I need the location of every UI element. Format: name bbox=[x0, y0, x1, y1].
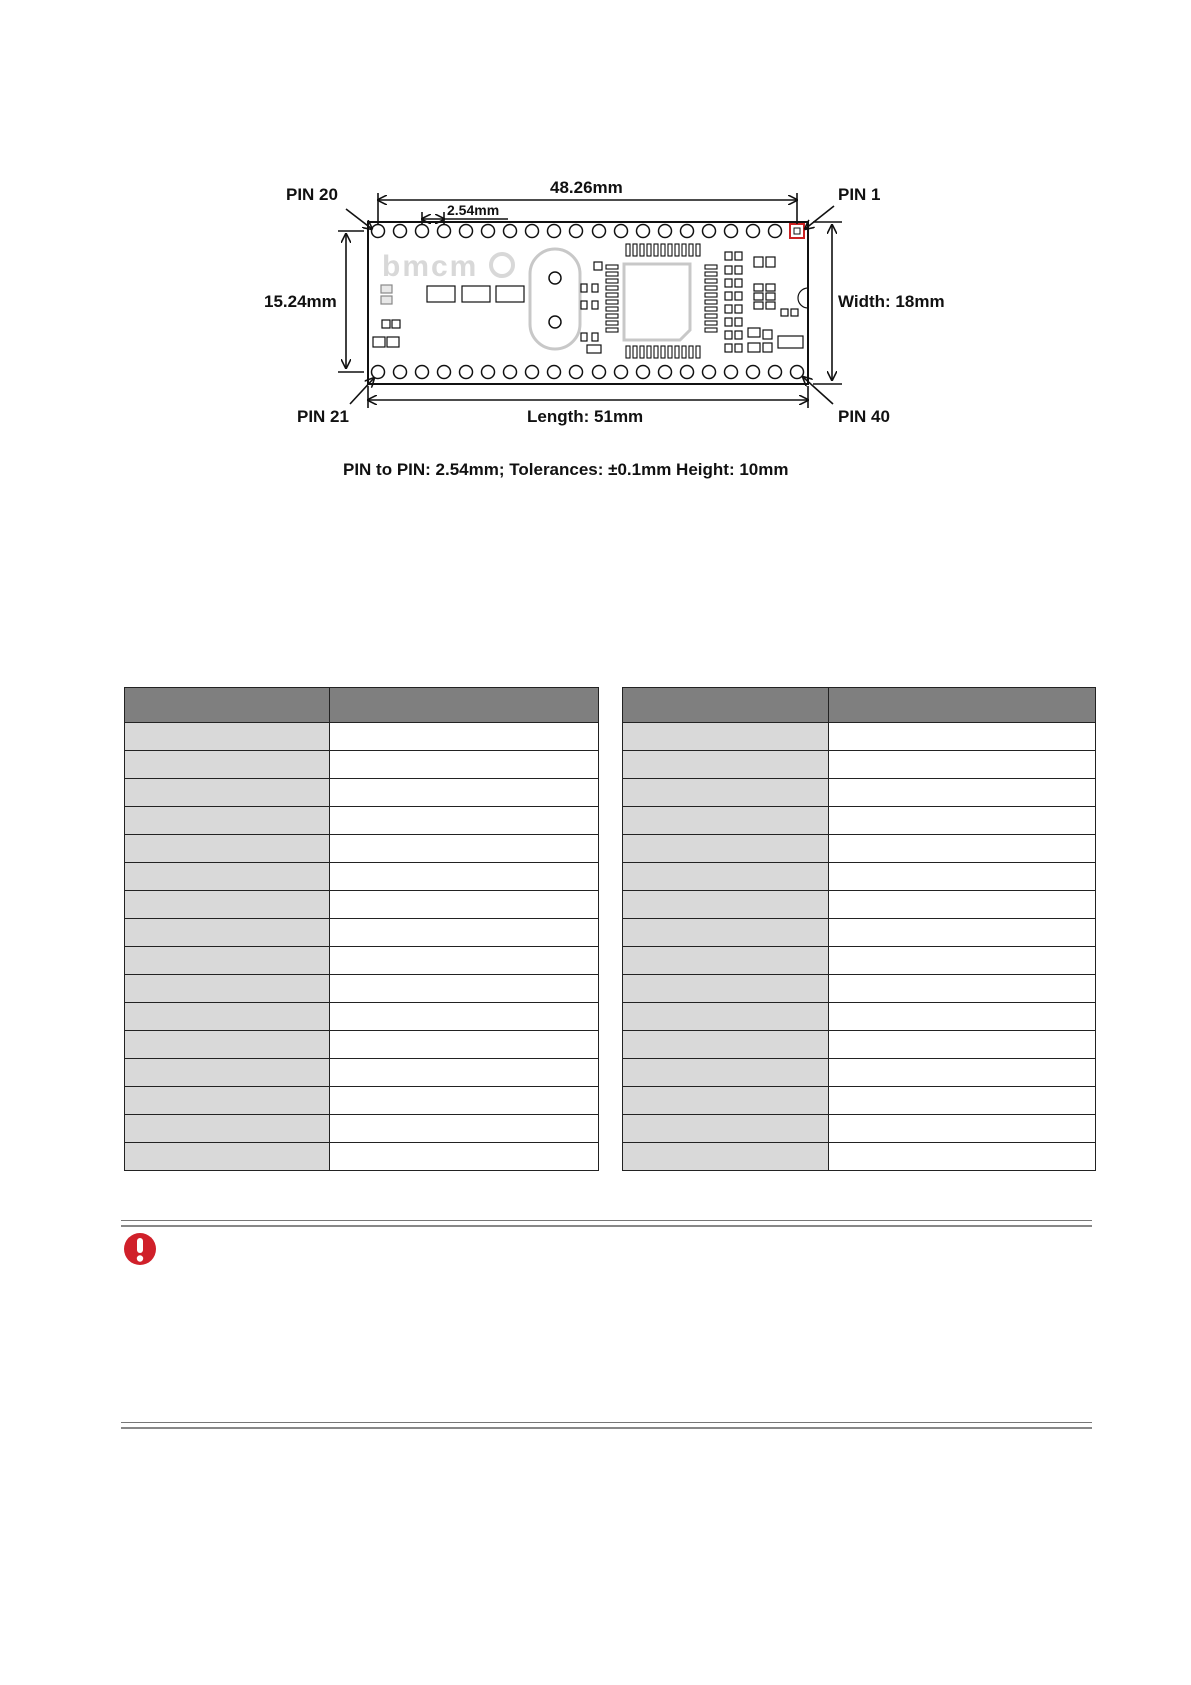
table-row bbox=[125, 1059, 599, 1087]
pin-function-cell bbox=[829, 779, 1096, 807]
label-pin1: PIN 1 bbox=[838, 185, 881, 204]
pin-function-cell bbox=[330, 975, 599, 1003]
table-row bbox=[623, 1059, 1096, 1087]
pin-function-cell bbox=[330, 779, 599, 807]
table-row bbox=[623, 1031, 1096, 1059]
pin-function-cell bbox=[330, 947, 599, 975]
table-row bbox=[125, 1143, 599, 1171]
label-length: Length: 51mm bbox=[527, 407, 644, 426]
pin-name-cell bbox=[623, 779, 829, 807]
pin-function-cell bbox=[829, 863, 1096, 891]
pin-function-cell bbox=[330, 891, 599, 919]
table-row bbox=[125, 779, 599, 807]
pin-name-cell bbox=[125, 1143, 330, 1171]
table-row bbox=[125, 1003, 599, 1031]
pin-name-cell bbox=[125, 1115, 330, 1143]
table-row bbox=[623, 919, 1096, 947]
pin-function-cell bbox=[829, 1003, 1096, 1031]
chip-body bbox=[624, 264, 690, 340]
pin-name-cell bbox=[125, 975, 330, 1003]
chip-pins-top bbox=[626, 244, 700, 256]
crystal-pad-top bbox=[549, 272, 561, 284]
pin-name-cell bbox=[125, 1031, 330, 1059]
pin-name-cell bbox=[623, 1003, 829, 1031]
table-row bbox=[623, 779, 1096, 807]
pin-name-cell bbox=[623, 1059, 829, 1087]
table-row bbox=[623, 863, 1096, 891]
pin-function-cell bbox=[829, 807, 1096, 835]
table-row bbox=[125, 1031, 599, 1059]
pin-function-cell bbox=[829, 891, 1096, 919]
table-row bbox=[623, 947, 1096, 975]
pin-function-cell bbox=[330, 835, 599, 863]
table-row bbox=[623, 1003, 1096, 1031]
pin-function-cell bbox=[330, 1115, 599, 1143]
table-row bbox=[125, 751, 599, 779]
pin-function-cell bbox=[829, 919, 1096, 947]
label-width: Width: 18mm bbox=[838, 292, 945, 311]
table-row bbox=[623, 891, 1096, 919]
label-pin20: PIN 20 bbox=[286, 185, 338, 204]
pin-name-cell bbox=[623, 807, 829, 835]
pin-name-cell bbox=[125, 779, 330, 807]
pin-name-cell bbox=[623, 947, 829, 975]
pin-function-cell bbox=[330, 807, 599, 835]
pin-name-cell bbox=[623, 919, 829, 947]
pin-name-cell bbox=[623, 723, 829, 751]
exclamation-icon bbox=[123, 1232, 157, 1266]
table-row bbox=[623, 751, 1096, 779]
crystal-oscillator bbox=[530, 249, 580, 349]
pin-function-cell bbox=[829, 723, 1096, 751]
pin-name-cell bbox=[623, 863, 829, 891]
label-span: 48.26mm bbox=[550, 178, 623, 197]
notice-top-rule bbox=[121, 1220, 1092, 1227]
pin-name-cell bbox=[623, 891, 829, 919]
table-row bbox=[125, 1087, 599, 1115]
pin-assignment-table-right bbox=[622, 687, 1096, 1171]
table-row bbox=[623, 1087, 1096, 1115]
table-row bbox=[125, 975, 599, 1003]
pin-function-cell bbox=[330, 1003, 599, 1031]
table-row bbox=[623, 723, 1096, 751]
notice-bottom-rule bbox=[121, 1422, 1092, 1429]
module-dimension-drawing bbox=[0, 0, 1191, 500]
pin-name-cell bbox=[125, 947, 330, 975]
pin-name-cell bbox=[623, 1031, 829, 1059]
table-row bbox=[125, 919, 599, 947]
table-row bbox=[623, 1143, 1096, 1171]
pin-function-cell bbox=[330, 723, 599, 751]
pin-name-cell bbox=[623, 1143, 829, 1171]
pin-function-cell bbox=[829, 947, 1096, 975]
table-row bbox=[125, 723, 599, 751]
table-header-row bbox=[623, 688, 1096, 723]
pin-name-cell bbox=[623, 751, 829, 779]
pin-function-cell bbox=[330, 919, 599, 947]
pin-function-cell bbox=[829, 1087, 1096, 1115]
crystal-pad-bottom bbox=[549, 316, 561, 328]
pin-name-cell bbox=[125, 723, 330, 751]
pin-name-cell bbox=[623, 1087, 829, 1115]
table-row bbox=[623, 975, 1096, 1003]
pin-function-cell bbox=[829, 751, 1096, 779]
pin20-leader bbox=[346, 209, 372, 229]
pin-name-cell bbox=[125, 919, 330, 947]
pin-function-cell bbox=[829, 835, 1096, 863]
pin-name-cell bbox=[125, 1059, 330, 1087]
table-row bbox=[125, 863, 599, 891]
pin-function-cell bbox=[330, 1031, 599, 1059]
pin-function-cell bbox=[829, 1031, 1096, 1059]
pin-function-cell bbox=[829, 1143, 1096, 1171]
pin-name-cell bbox=[125, 1003, 330, 1031]
pin-name-cell bbox=[623, 975, 829, 1003]
board-outline bbox=[368, 222, 808, 384]
pin-name-cell bbox=[623, 1115, 829, 1143]
pin-function-cell bbox=[330, 1087, 599, 1115]
label-pin21: PIN 21 bbox=[297, 407, 349, 426]
bmcm-logo: bmcm bbox=[382, 250, 479, 283]
pin-function-cell bbox=[330, 863, 599, 891]
pin-function-cell bbox=[829, 1059, 1096, 1087]
table-row bbox=[125, 891, 599, 919]
chip-pins-bottom bbox=[626, 346, 700, 358]
table-row bbox=[125, 1115, 599, 1143]
table-row bbox=[623, 835, 1096, 863]
table-row bbox=[125, 835, 599, 863]
pin-name-cell bbox=[125, 751, 330, 779]
pin1-leader bbox=[805, 206, 834, 229]
pin-function-cell bbox=[829, 975, 1096, 1003]
label-pin40: PIN 40 bbox=[838, 407, 890, 426]
table-row bbox=[623, 807, 1096, 835]
table-header-row bbox=[125, 688, 599, 723]
pin-function-cell bbox=[829, 1115, 1096, 1143]
pin-assignment-table-left bbox=[124, 687, 599, 1171]
dimension-caption: PIN to PIN: 2.54mm; Tolerances: ±0.1mm Height: 10mm bbox=[343, 460, 789, 479]
pin-function-cell bbox=[330, 1143, 599, 1171]
table-row bbox=[623, 1115, 1096, 1143]
label-pitch: 2.54mm bbox=[447, 202, 500, 218]
pin-name-cell bbox=[125, 835, 330, 863]
pin-name-cell bbox=[125, 807, 330, 835]
pin-name-cell bbox=[125, 863, 330, 891]
pin-name-cell bbox=[125, 891, 330, 919]
label-row-spacing: 15.24mm bbox=[264, 292, 337, 311]
table-row bbox=[125, 947, 599, 975]
pin-function-cell bbox=[330, 1059, 599, 1087]
pin-function-cell bbox=[330, 751, 599, 779]
pin-name-cell bbox=[623, 835, 829, 863]
pin-name-cell bbox=[125, 1087, 330, 1115]
table-row bbox=[125, 807, 599, 835]
